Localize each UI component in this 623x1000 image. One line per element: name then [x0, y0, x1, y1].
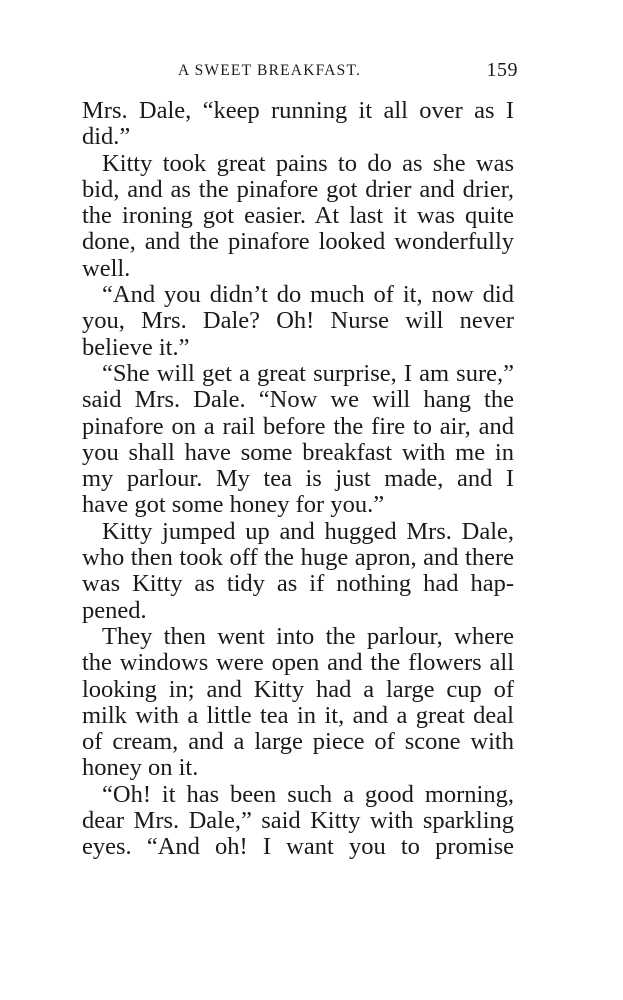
text-line: have got some honey for you.”: [82, 491, 385, 519]
text-line: “And you didn’t do much of it, now did: [102, 281, 514, 309]
text-line: Kitty took great pains to do as she was: [102, 149, 514, 177]
text-line: pinafore on a rail before the fire to air, and: [82, 412, 514, 440]
text-line: said Mrs. Dale. “Now we will hang the: [82, 386, 514, 414]
text-line: you shall have some breakfast with me in: [82, 438, 514, 466]
body-text: [82, 98, 514, 861]
text-line: the ironing got easier. At last it was quite: [82, 202, 514, 230]
running-title: A SWEET BREAKFAST.: [178, 62, 362, 79]
text-line: Kitty jumped up and hugged Mrs. Dale,: [102, 517, 514, 545]
text-line: milk with a little tea in it, and a great deal: [82, 701, 514, 729]
text-line: my parlour. My tea is just made, and I: [82, 465, 514, 493]
text-line: eyes. “And oh! I want you to promise: [82, 833, 514, 861]
text-line: was Kitty as tidy as if nothing had hap-: [82, 570, 514, 598]
text-line: honey on it.: [82, 754, 199, 782]
text-line: “Oh! it has been such a good morning,: [102, 780, 514, 808]
text-line: the windows were open and the flowers all: [82, 649, 514, 677]
text-line: of cream, and a large piece of scone with: [82, 728, 514, 756]
text-line: “She will get a great surprise, I am sure,”: [102, 359, 514, 387]
text-line: who then took off the huge apron, and there: [82, 544, 514, 572]
text-line: believe it.”: [82, 333, 190, 361]
page-number: 159: [486, 59, 518, 81]
text-line: did.”: [82, 123, 131, 151]
text-line: bid, and as the pinafore got drier and drier,: [82, 175, 514, 203]
text-line: Mrs. Dale, “keep running it all over as I: [82, 97, 514, 124]
text-line: well.: [82, 254, 131, 282]
page-header: [82, 59, 518, 86]
text-line: pened.: [82, 596, 147, 624]
text-line: dear Mrs. Dale,” said Kitty with sparkling: [82, 807, 514, 835]
text-line: looking in; and Kitty had a large cup of: [82, 675, 514, 703]
text-line: They then went into the parlour, where: [102, 622, 514, 650]
text-line: you, Mrs. Dale? Oh! Nurse will never: [82, 307, 514, 335]
text-line: done, and the pinafore looked wonderfully: [82, 228, 514, 256]
